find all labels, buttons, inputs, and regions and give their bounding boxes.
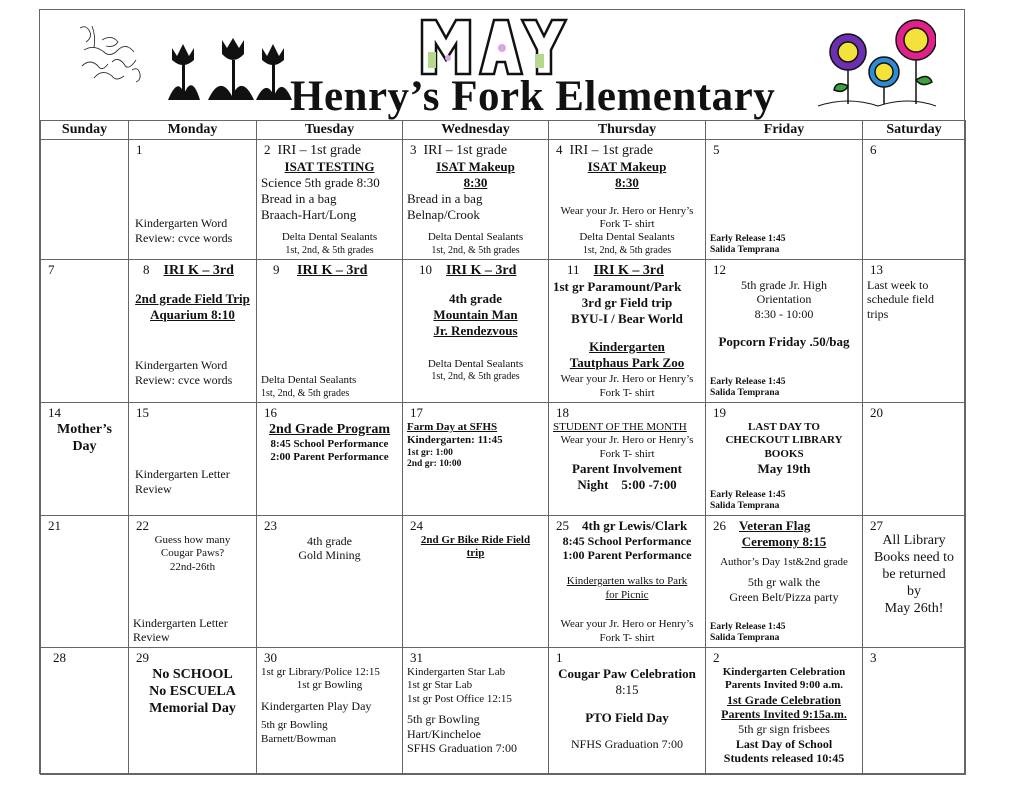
event-text: Books need to: [873, 549, 955, 565]
event-text: Belnap/Crook: [407, 206, 480, 222]
event-text: Science 5th grade 8:30: [261, 174, 380, 190]
event-text: 4th grade: [307, 533, 352, 548]
event-text: IRI – 1st grade: [277, 143, 362, 158]
event-text: Parents Invited 9:00 a.m.: [724, 679, 844, 692]
event-text: Delta Dental Sealants: [427, 231, 524, 244]
event-text: 1st Grade Celebration: [727, 692, 841, 707]
day-cell: [257, 140, 403, 260]
event-text: Fork T- shirt: [599, 447, 655, 460]
event-text: 5th grade Jr. High: [741, 277, 827, 292]
day-cell: [403, 403, 549, 516]
event-text: CHECKOUT LIBRARY: [725, 434, 843, 447]
event-text: Last week to: [867, 277, 929, 292]
event-text: Kindergarten Play Day: [261, 698, 372, 713]
event-text: IRI – 1st grade: [423, 143, 508, 158]
day-cell: [41, 403, 129, 516]
event-text: Salida Temprana: [710, 501, 780, 512]
event-text: Salida Temprana: [710, 388, 780, 399]
calendar-grid: [40, 120, 966, 775]
weekday-friday: Friday: [706, 121, 863, 140]
event-text: Mountain Man: [433, 306, 518, 322]
event-text: Hart/Kincheloe: [407, 726, 481, 741]
event-text: 1st, 2nd, & 5th grades: [261, 387, 350, 399]
event-text: Delta Dental Sealants: [281, 231, 378, 244]
event-text: Early Release 1:45: [710, 489, 786, 500]
day-cell: [129, 516, 257, 648]
day-cell: [129, 648, 257, 775]
event-text: Bread in a bag: [407, 190, 483, 206]
event-text: Delta Dental Sealants: [261, 374, 357, 387]
event-text: 8:30: [463, 174, 488, 190]
week-row: [41, 260, 966, 403]
event-text: ISAT TESTING: [284, 159, 375, 175]
day-cell: [549, 260, 706, 403]
event-text: 4th grade: [448, 291, 503, 307]
weekday-sunday: Sunday: [41, 121, 129, 140]
day-number: 11: [567, 262, 580, 277]
event-text: 22nd-26th: [169, 560, 216, 573]
event-text: Green Belt/Pizza party: [729, 589, 839, 604]
weekday-wednesday: Wednesday: [403, 121, 549, 140]
event-text: Barnett/Bowman: [261, 732, 337, 745]
day-cell: [41, 260, 129, 403]
day-cell: [863, 516, 966, 648]
event-text: 2nd gr: 10:00: [407, 459, 462, 470]
day-cell: [129, 140, 257, 260]
day-cell: [549, 140, 706, 260]
weekday-tuesday: Tuesday: [257, 121, 403, 140]
event-text: 1:00 Parent Performance: [562, 548, 692, 563]
flowers-illustration: [816, 16, 936, 108]
event-text: No ESCUELA: [149, 683, 236, 699]
event-text: BOOKS: [764, 447, 804, 460]
event-text: 1st, 2nd, & 5th grades: [431, 371, 520, 383]
event-text: All Library: [882, 532, 946, 548]
day-number: 9: [273, 262, 280, 277]
event-text: Students released 10:45: [723, 751, 845, 766]
event-text: IRI K – 3rd: [297, 263, 368, 278]
event-text: Salida Temprana: [710, 245, 780, 256]
day-cell: [257, 648, 403, 775]
event-text: 5th gr Bowling: [261, 719, 328, 732]
event-text: Review: cvce words: [135, 230, 233, 245]
day-number: 17: [410, 405, 423, 420]
event-text: Early Release 1:45: [710, 376, 786, 387]
calendar-page: [39, 9, 965, 774]
day-cell: [706, 140, 863, 260]
event-text: trips: [867, 307, 889, 322]
event-text: Memorial Day: [149, 701, 236, 717]
event-text: Review: [135, 481, 172, 496]
day-cell: [403, 140, 549, 260]
event-text: Ceremony 8:15: [741, 533, 827, 549]
event-text: Day: [72, 438, 97, 454]
event-text: 8:30: [615, 174, 639, 190]
day-number: 3: [870, 650, 877, 665]
event-text: IRI K – 3rd: [446, 263, 517, 278]
event-text: Bread in a bag: [261, 190, 337, 206]
event-text: Wear your Jr. Hero or Henry’s: [560, 373, 694, 386]
weekday-header-row: [41, 121, 966, 140]
event-text: 4th gr Lewis/Clark: [582, 518, 688, 533]
event-text: Cougar Paws?: [160, 547, 225, 560]
day-number: 31: [410, 650, 423, 665]
event-text: Braach-Hart/Long: [261, 206, 357, 222]
event-text: 1st, 2nd, & 5th grades: [431, 244, 520, 256]
day-number: 13: [870, 262, 883, 277]
event-text: 8:30 - 10:00: [754, 307, 814, 322]
event-text: 3rd gr Field trip: [581, 294, 673, 310]
day-cell: [706, 260, 863, 403]
event-text: 1st gr Paramount/Park: [553, 279, 682, 295]
day-number: 29: [136, 650, 149, 665]
calendar-header: [40, 10, 964, 121]
day-cell: [403, 516, 549, 648]
day-cell: [129, 260, 257, 403]
day-cell: [257, 260, 403, 403]
day-cell: [549, 516, 706, 648]
event-text: IRI K – 3rd: [163, 263, 234, 278]
event-text: Jr. Rendezvous: [433, 322, 518, 338]
event-text: LAST DAY TO: [748, 420, 820, 433]
day-cell: [706, 403, 863, 516]
event-text: Salida Temprana: [710, 633, 780, 644]
day-number: 18: [556, 405, 569, 420]
event-text: PTO Field Day: [585, 709, 669, 725]
day-number: 25: [556, 518, 569, 533]
week-row: [41, 403, 966, 516]
day-number: 20: [870, 405, 883, 420]
day-cell: [549, 403, 706, 516]
day-number: 28: [53, 650, 66, 665]
week-row: [41, 140, 966, 260]
day-number: 26: [713, 518, 726, 533]
event-text: Gold Mining: [298, 548, 361, 563]
day-number: 2: [264, 142, 271, 157]
event-text: Fork T- shirt: [599, 631, 655, 644]
day-cell: [403, 648, 549, 775]
event-text: 8:45 School Performance: [270, 437, 389, 450]
event-text: Parent Involvement: [572, 461, 682, 477]
day-cell: [863, 403, 966, 516]
event-text: STUDENT OF THE MONTH: [553, 420, 687, 433]
day-number: 5: [713, 142, 720, 157]
event-text: May 26th!: [884, 601, 944, 617]
day-cell: [403, 260, 549, 403]
event-text: Kindergarten: 11:45: [407, 434, 503, 447]
event-text: for Picnic: [605, 588, 649, 601]
weekday-saturday: Saturday: [863, 121, 966, 140]
event-text: May 19th: [757, 461, 811, 477]
event-text: 1st gr Bowling: [296, 679, 363, 692]
event-text: Wear your Jr. Hero or Henry’s: [560, 618, 694, 631]
event-text: ISAT Makeup: [587, 159, 667, 175]
day-number: 24: [410, 518, 423, 533]
event-text: Fork T- shirt: [599, 386, 655, 399]
event-text: Kindergarten Celebration: [722, 665, 846, 678]
event-text: Early Release 1:45: [710, 233, 786, 244]
day-number: 2: [713, 650, 720, 665]
event-text: Wear your Jr. Hero or Henry’s: [560, 204, 694, 217]
event-text: Popcorn Friday .50/bag: [718, 333, 850, 349]
event-text: BYU-I / Bear World: [571, 310, 683, 326]
event-text: Farm Day at SFHS: [407, 420, 498, 433]
event-text: 5th gr sign frisbees: [738, 721, 830, 736]
event-text: Kindergarten: [589, 338, 665, 354]
day-cell: [41, 516, 129, 648]
day-cell: [863, 648, 966, 775]
event-text: Aquarium 8:10: [150, 306, 235, 322]
day-number: 23: [264, 518, 277, 533]
event-text: 5th gr walk the: [747, 575, 821, 590]
tulips-illustration: [168, 38, 298, 100]
event-text: Last Day of School: [735, 736, 833, 751]
event-text: 2:00 Parent Performance: [270, 451, 389, 464]
event-text: trip: [466, 547, 485, 560]
event-text: 1st, 2nd, & 5th grades: [582, 244, 672, 256]
day-number: 22: [136, 518, 149, 533]
event-text: SFHS Graduation 7:00: [407, 741, 518, 756]
event-text: 2nd Grade Program: [268, 421, 391, 437]
event-text: 1st gr: 1:00: [407, 447, 453, 458]
day-number: 3: [410, 142, 417, 157]
day-number: 1: [556, 650, 563, 665]
event-text: 2nd Gr Bike Ride Field: [420, 533, 531, 546]
day-cell: [549, 648, 706, 775]
event-text: schedule field: [867, 292, 934, 307]
day-number: 15: [136, 405, 149, 420]
day-cell-empty: [41, 140, 129, 260]
event-text: Kindergarten Letter: [133, 615, 228, 630]
event-text: Kindergarten Word: [135, 216, 228, 230]
event-text: No SCHOOL: [152, 666, 233, 682]
event-text: Early Release 1:45: [710, 621, 786, 632]
day-number: 10: [419, 262, 432, 277]
event-text: IRI – 1st grade: [569, 143, 654, 158]
may-banner-art: [418, 14, 568, 80]
event-text: Veteran Flag: [739, 518, 811, 533]
event-text: 2nd grade Field Trip: [135, 291, 250, 307]
day-cell: [863, 260, 966, 403]
day-cell: [706, 516, 863, 648]
event-text: Review: cvce words: [135, 372, 233, 387]
day-cell: [863, 140, 966, 260]
event-text: Orientation: [756, 292, 812, 307]
weekday-monday: Monday: [129, 121, 257, 140]
event-text: Fork T- shirt: [599, 218, 655, 230]
event-text: Kindergarten Word: [135, 358, 228, 372]
event-text: Guess how many: [154, 533, 231, 546]
weekday-thursday: Thursday: [549, 121, 706, 140]
event-text: 1st, 2nd, & 5th grades: [285, 244, 374, 256]
event-text: ISAT Makeup: [436, 159, 515, 175]
day-cell: [129, 403, 257, 516]
mothers-day-script-art: [72, 20, 154, 92]
day-number: 27: [870, 518, 883, 533]
event-text: Wear your Jr. Hero or Henry’s: [560, 434, 694, 447]
event-text: 8:15: [615, 681, 639, 697]
event-text: by: [907, 584, 921, 600]
event-text: Mother’s: [57, 421, 112, 437]
event-text: 1st gr Library/Police 12:15: [261, 665, 380, 678]
day-cell: [257, 403, 403, 516]
event-text: Kindergarten Star Lab: [407, 665, 506, 678]
page-title: Henry’s Fork Elementary: [290, 73, 776, 120]
event-text: 1st gr Star Lab: [407, 679, 473, 692]
event-text: Cougar Paw Celebration: [558, 665, 696, 681]
day-cell: [257, 516, 403, 648]
event-text: Delta Dental Sealants: [427, 358, 524, 370]
day-number: 14: [48, 405, 61, 420]
week-row: [41, 516, 966, 648]
event-text: 5th gr Bowling: [407, 712, 480, 727]
day-number: 4: [556, 142, 563, 157]
day-number: 6: [870, 142, 877, 157]
event-text: Night 5:00 -7:00: [577, 476, 677, 492]
day-number: 1: [136, 142, 143, 157]
event-text: Review: [133, 630, 170, 645]
day-number: 16: [264, 405, 277, 420]
day-number: 8: [143, 262, 150, 277]
day-number: 7: [48, 262, 55, 277]
event-text: Parents Invited 9:15a.m.: [721, 707, 847, 722]
day-number: 30: [264, 650, 277, 665]
day-number: 12: [713, 262, 726, 277]
event-text: Kindergarten Letter: [135, 467, 230, 481]
day-number: 21: [48, 518, 61, 533]
event-text: Kindergarten walks to Park: [566, 575, 688, 588]
event-text: Delta Dental Sealants: [579, 231, 675, 244]
event-text: IRI K – 3rd: [593, 263, 664, 278]
event-text: 1st gr Post Office 12:15: [407, 692, 512, 705]
event-text: 8:45 School Performance: [562, 533, 692, 548]
day-cell: [41, 648, 129, 775]
day-cell: [706, 648, 863, 775]
event-text: be returned: [882, 567, 946, 583]
day-number: 19: [713, 405, 726, 420]
event-text: Author’s Day 1st&2nd grade: [720, 555, 848, 568]
event-text: Tautphaus Park Zoo: [569, 354, 685, 370]
event-text: NFHS Graduation 7:00: [571, 737, 683, 752]
week-row: [41, 648, 966, 775]
